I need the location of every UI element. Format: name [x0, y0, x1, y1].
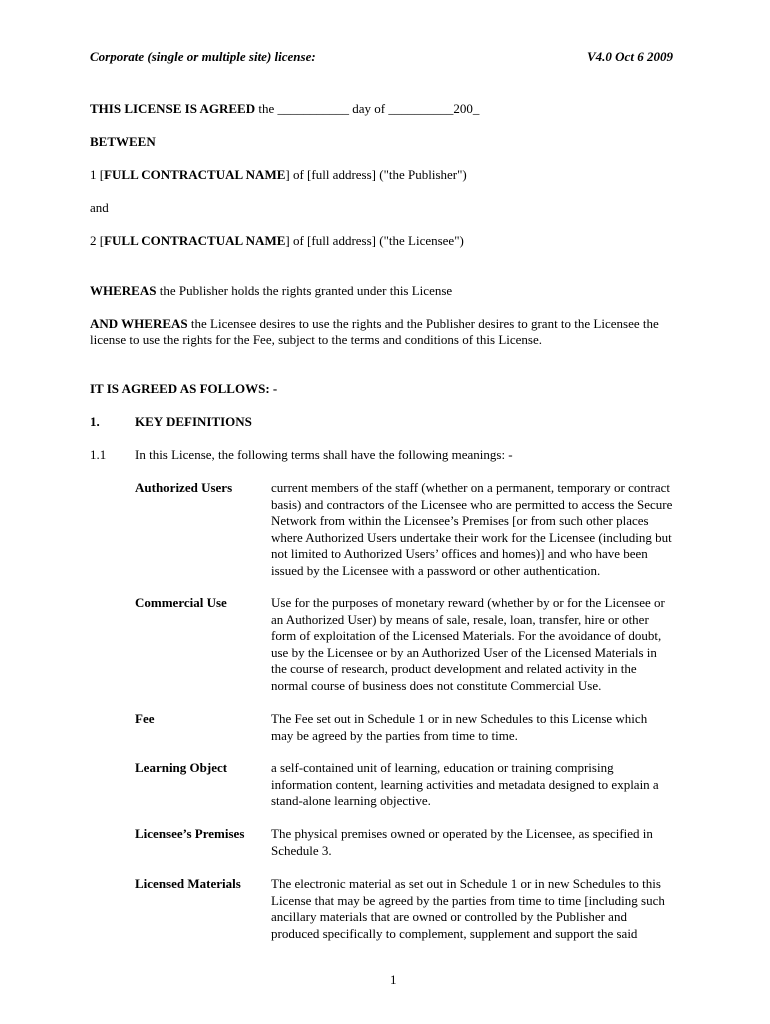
definition-term: Licensed Materials: [135, 876, 241, 891]
definition-line: may be agreed by the parties from time to time.: [271, 727, 518, 743]
definition-term: Commercial Use: [135, 595, 227, 610]
party-1-rest: ] of [full address] ("the Publisher"): [285, 167, 467, 182]
definition-line: where Authorized Users undertake their work for the Licensee (including but: [271, 529, 672, 545]
definition-line: the course of research, product development and related activity in the: [271, 661, 637, 676]
section-1-heading: KEY DEFINITIONS: [135, 414, 252, 429]
clause-1-1-number: 1.1: [90, 447, 107, 462]
definition-line: The electronic material as set out in Schedule 1 or in new Schedules to this: [271, 876, 661, 891]
clause-1-1-text: In this License, the following terms shall have the following meanings: -: [135, 447, 513, 462]
definition-text: [271, 760, 711, 810]
and-whereas-bold: AND WHEREAS: [90, 316, 188, 331]
definition-line: Schedule 3.: [271, 842, 332, 858]
and-whereas-line-2: license to use the rights for the Fee, subject to the terms and conditions of this License.: [90, 332, 543, 347]
definition-term: Fee: [135, 711, 155, 726]
definition-term: Learning Object: [135, 760, 228, 775]
definition-text: [271, 480, 711, 579]
whereas-clause: [90, 283, 452, 300]
party-2: [90, 233, 464, 250]
definition-line: information content, learning activities and metadata designed to explain a: [271, 776, 659, 792]
page-number: 1: [390, 972, 397, 987]
and-whereas-rest: the Licensee desires to use the rights and the Publisher desires to grant to the Licensee the: [187, 316, 659, 331]
definition-text: [271, 826, 711, 859]
party-1-prefix: 1 [: [90, 167, 105, 182]
party-1-name: FULL CONTRACTUAL NAME: [104, 167, 286, 182]
definition-term: Authorized Users: [135, 480, 233, 495]
definition-line: basis) and contractors of the Licensee who are permitted to access the Secure: [271, 496, 673, 512]
definition-line: produced specifically to complement, supplement and support the said: [271, 925, 638, 941]
and-text: and: [90, 200, 109, 215]
definition-line: Use for the purposes of monetary reward (whether by or for the Licensee or: [271, 595, 665, 610]
whereas-rest: the Publisher holds the rights granted under this License: [156, 283, 453, 298]
definition-text: [271, 711, 711, 744]
definition-line: normal course of business does not constitute Commercial Use.: [271, 677, 602, 693]
whereas-bold: WHEREAS: [90, 283, 157, 298]
section-1-number: 1.: [90, 414, 100, 429]
agreed-heading: IT IS AGREED AS FOLLOWS: -: [90, 381, 278, 396]
definition-line: Network from within the Licensee’s Premises [or from such other places: [271, 513, 649, 528]
definition-line: issued by the Licensee with a password or other authentication.: [271, 562, 601, 578]
definition-line: form of exploitation of the Licensed Materials. For the avoidance of doubt,: [271, 628, 662, 643]
definition-line: The Fee set out in Schedule 1 or in new Schedules to this License which: [271, 711, 648, 726]
party-2-prefix: 2 [: [90, 233, 105, 248]
definition-line: a self-contained unit of learning, education or training comprising: [271, 760, 614, 775]
definition-line: use by the Licensee or by an Authorized User of the Licensed Materials in: [271, 644, 657, 660]
header-title: Corporate (single or multiple site) license:: [90, 49, 316, 64]
definition-line: not limited to Authorized Users’ offices and homes)] and who have been: [271, 546, 648, 561]
definition-text: [271, 595, 711, 694]
definition-line: stand-alone learning objective.: [271, 793, 431, 808]
party-2-name: FULL CONTRACTUAL NAME: [104, 233, 286, 248]
definition-line: The physical premises owned or operated by the Licensee, as specified in: [271, 826, 653, 841]
definition-line: License that may be agreed by the parties from time to time [including such: [271, 892, 665, 908]
and-whereas-line-1: [90, 316, 659, 333]
header-version: V4.0 Oct 6 2009: [587, 49, 673, 64]
definition-text: [271, 876, 711, 942]
between-heading: BETWEEN: [90, 134, 156, 149]
definition-line: current members of the staff (whether on a permanent, temporary or contract: [271, 480, 670, 495]
party-1: [90, 167, 467, 184]
definition-term: Licensee’s Premises: [135, 826, 245, 841]
definition-line: an Authorized User) by means of sale, resale, loan, transfer, hire or other: [271, 611, 649, 627]
party-2-rest: ] of [full address] ("the Licensee"): [285, 233, 464, 248]
license-intro-rest: the ___________ day of __________200_: [255, 101, 480, 116]
license-intro-bold: THIS LICENSE IS AGREED: [90, 101, 256, 116]
license-intro: [90, 101, 479, 118]
definition-line: ancillary materials that are owned or controlled by the Publisher and: [271, 909, 627, 924]
